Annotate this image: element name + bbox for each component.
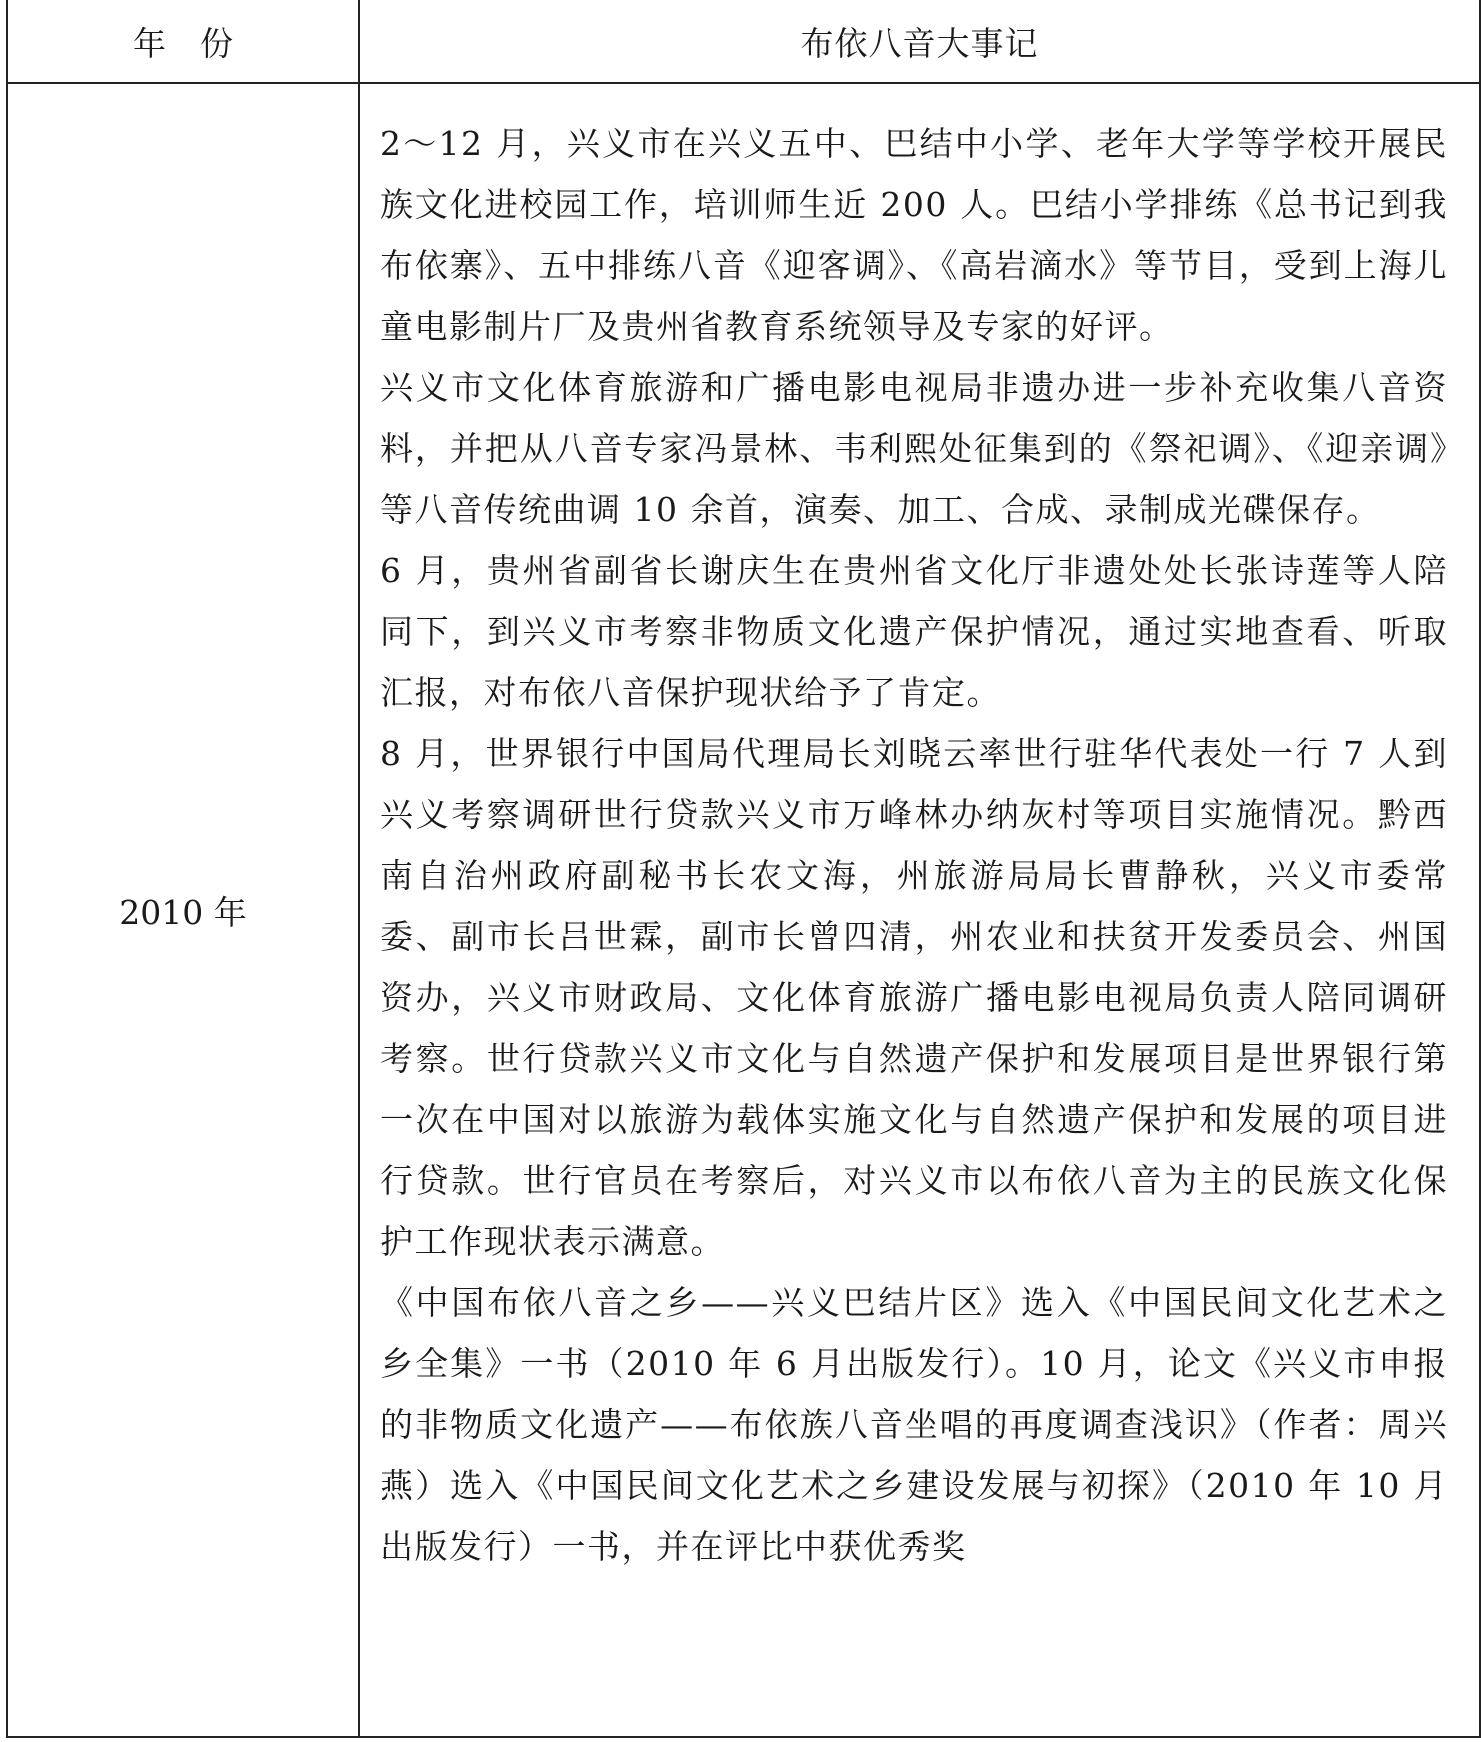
row-events [380, 113, 1448, 1577]
column-divider [358, 0, 360, 1736]
header-events-label: 布依八音大事记 [800, 23, 1039, 63]
event-paragraph: 兴义市文化体育旅游和广播电影电视局非遗办进一步补充收集八音资料，并把从八音专家冯景林、韦利熙处征集到的《祭祀调》、《迎亲调》等八音传统曲调 10 余首，演奏、加工、合成、录制成光碟保存。 [380, 368, 1448, 529]
event-paragraph: 2～12 月，兴义市在兴义五中、巴结中小学、老年大学等学校开展民族文化进校园工作，培训师生近 200 人。巴结小学排练《总书记到我布依寨》、五中排练八音《迎客调》、《高岩滴水》等节目，受到上海儿童电影制片厂及贵州省教育系统领导及专家的好评。 [380, 124, 1448, 346]
event-paragraph: 《中国布依八音之乡——兴义巴结片区》选入《中国民间文化艺术之乡全集》一书（2010 年 6 月出版发行）。10 月，论文《兴义市申报的非物质文化遗产——布依族八音坐唱的再度调查浅识》（作者：周兴燕）选入《中国民间文化艺术之乡建设发展与初探》（2010 年 10 月出版发行）一书，并在评比中获优秀奖 [380, 1283, 1448, 1566]
header-year-label: 年份 [133, 23, 267, 63]
row-year: 2010 年 [119, 892, 247, 932]
event-paragraph: 6 月，贵州省副省长谢庆生在贵州省文化厅非遗处处长张诗莲等人陪同下，到兴义市考察非物质文化遗产保护情况，通过实地查看、听取汇报，对布依八音保护现状给予了肯定。 [380, 551, 1448, 712]
event-paragraph: 8 月，世界银行中国局代理局长刘晓云率世行驻华代表处一行 7 人到兴义考察调研世行贷款兴义市万峰林办纳灰村等项目实施情况。黔西南自治州政府副秘书长农文海，州旅游局局长曹静秋，兴义市委常委、副市长吕世霖，副市长曾四清，州农业和扶贫开发委员会、州国资办，兴义市财政局、文化体育旅游广播电影电视局负责人陪同调研考察。世行贷款兴义市文化与自然遗产保护和发展项目是世界银行第一次在中国对以旅游为载体实施文化与自然遗产保护和发展的项目进行贷款。世行官员在考察后，对兴义市以布依八音为主的民族文化保护工作现状表示满意。 [380, 734, 1448, 1261]
